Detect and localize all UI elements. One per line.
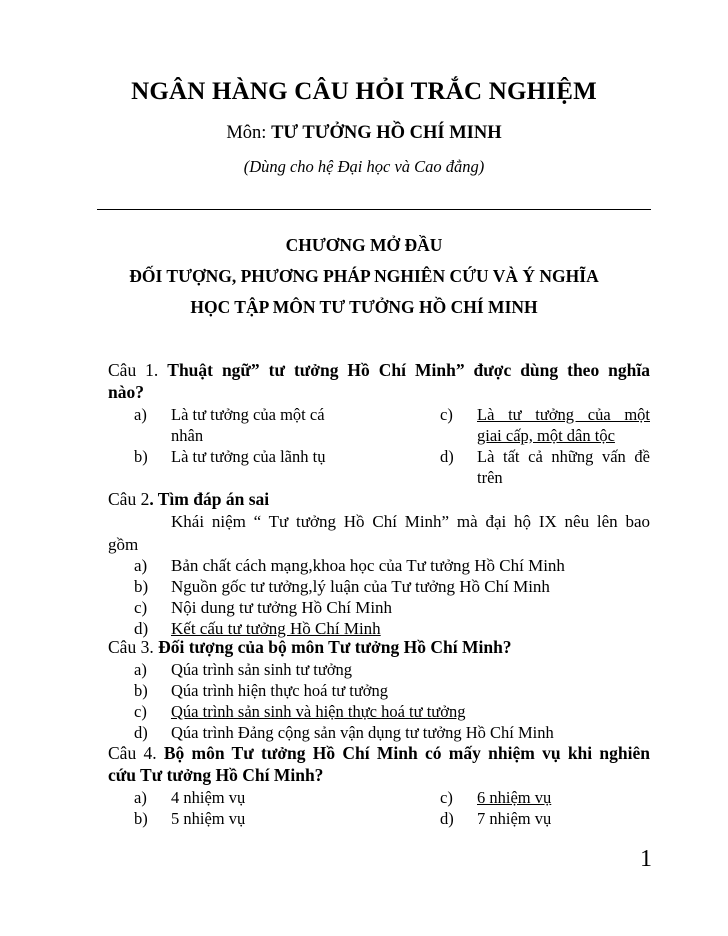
subject-value: TƯ TƯỞNG HỒ CHÍ MINH [271,123,502,143]
option-text: Là tư tưởng của lãnh tụ [171,447,326,466]
page-number: 1 [640,846,652,872]
chapter-heading: CHƯƠNG MỞ ĐẦU [285,235,443,255]
subject-label: Môn: [226,123,272,143]
option-letter: d) [134,619,149,638]
question-number: Câu 3. [108,637,159,657]
option-text: nhân [171,426,204,445]
option-text: Qúa trình Đảng cộng sản vận dụng tư tưởng Hồ Chí Minh [171,723,554,742]
option-letter: b) [134,447,148,466]
chapter-title-line2: HỌC TẬP MÔN TƯ TƯỞNG HỒ CHÍ MINH [190,297,538,317]
option-letter: a) [134,660,147,679]
option-letter: c) [440,405,453,424]
question-number: Câu 2 [108,489,150,509]
option-letter: a) [134,405,147,424]
option-letter: b) [134,809,148,828]
question-3 [108,636,650,658]
option-letter: b) [134,577,149,596]
question-text: Bộ môn Tư tưởng Hồ Chí Minh có mấy nhiệm vụ khi nghiên [163,743,650,763]
option-letter: d) [440,809,454,828]
option-letter: c) [134,598,148,617]
option-text: Qúa trình hiện thực hoá tư tưởng [171,681,389,700]
question-1-line2 [108,381,650,403]
horizontal-rule [97,209,651,210]
chapter-title-line1: ĐỐI TƯỢNG, PHƯƠNG PHÁP NGHIÊN CỨU VÀ Ý NGHĨA [129,266,599,286]
option-text-correct: Qúa trình sản sinh và hiện thực hoá tư tưởng [171,702,466,721]
option-letter: a) [134,788,147,807]
subject-line [0,123,728,144]
option-text-correct: Là tư tưởng của một [477,405,650,424]
option-text: trên [477,468,503,487]
option-text: Qúa trình sản sinh tư tưởng [171,660,353,679]
document-title: NGÂN HÀNG CÂU HỎI TRẮC NGHIỆM [131,78,597,105]
question-4-line1 [108,742,650,764]
option-letter: a) [134,556,148,575]
audience-note: (Dùng cho hệ Đại học và Cao đẳng) [243,157,485,176]
option-text: Là tư tưởng của một cá [171,405,325,424]
option-text: Nguồn gốc tư tưởng,lý luận của Tư tưởng Hồ Chí Minh [171,577,550,596]
question-text: . Tìm đáp án sai [149,489,270,509]
option-text: Bản chất cách mạng,khoa học của Tư tưởng Hồ Chí Minh [171,556,565,575]
option-letter: d) [440,447,454,466]
question-2-stem-line1: Khái niệm “ Tư tưởng Hồ Chí Minh” mà đại hộ IX nêu lên bao [171,512,650,531]
question-text: Đối tượng của bộ môn Tư tưởng Hồ Chí Minh? [158,637,512,657]
option-letter: b) [134,681,148,700]
question-4-line2 [108,764,650,786]
option-text-correct: Kết cấu tư tưởng Hồ Chí Minh [171,619,381,638]
question-text: Thuật ngữ” tư tưởng Hồ Chí Minh” được dùng theo nghĩa [167,360,650,380]
option-letter: c) [440,788,453,807]
option-letter: d) [134,723,148,742]
question-2-stem-line2: gồm [108,535,139,554]
question-number: Câu 1. [108,360,168,380]
option-text: Là tất cả những vấn đề [477,447,650,466]
option-text: 5 nhiệm vụ [171,809,246,828]
question-1-line1 [108,359,650,381]
question-number: Câu 4. [108,743,164,763]
option-text: 7 nhiệm vụ [477,809,552,828]
option-text: Nội dung tư tưởng Hồ Chí Minh [171,598,393,617]
question-text: nào? [108,382,144,402]
question-text: cứu Tư tưởng Hồ Chí Minh? [108,765,324,785]
option-text-correct: giai cấp, một dân tộc [477,426,615,445]
option-letter: c) [134,702,147,721]
option-text: 4 nhiệm vụ [171,788,246,807]
question-2-line1 [108,488,650,510]
option-text-correct: 6 nhiệm vụ [477,788,552,807]
